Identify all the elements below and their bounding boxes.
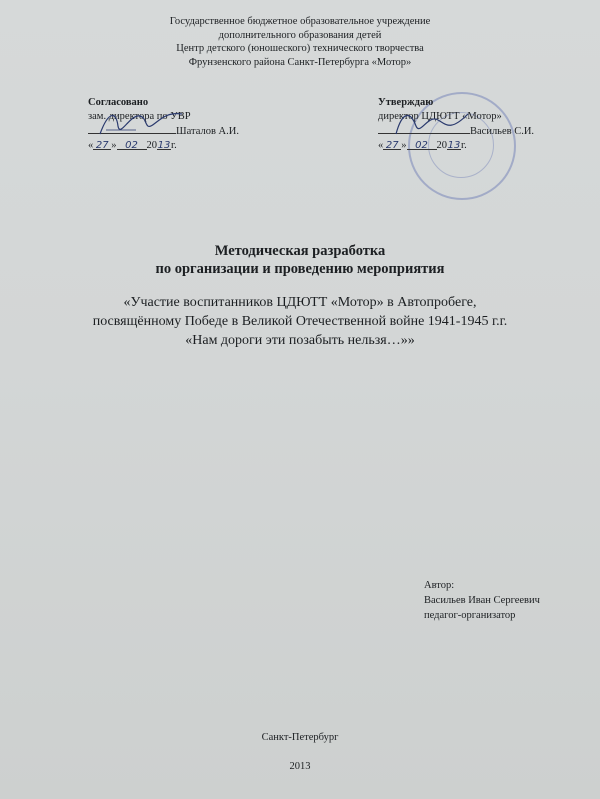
header-line: дополнительного образования детей [218, 29, 382, 41]
date-day: 27 [93, 139, 111, 150]
approval-name: Шаталов А.И. [176, 126, 239, 137]
document-title [0, 243, 600, 278]
approval-heading: Утверждаю [378, 97, 434, 108]
date-year: 13 [447, 139, 461, 151]
date-day: 27 [383, 139, 401, 150]
author-role: педагог-организатор [424, 610, 516, 621]
date-month: 02 [407, 139, 437, 150]
subject-line: «Нам дороги эти позабыть нельзя…»» [185, 333, 415, 348]
date-month: 02 [117, 139, 147, 150]
author-block [424, 578, 540, 623]
subject-line: «Участие воспитанников ЦДЮТТ «Мотор» в Автопробеге, [123, 295, 477, 310]
signature-left-image [96, 104, 186, 140]
title-line: по организации и проведению мероприятия [155, 260, 445, 277]
header-line: Центр детского (юношеского) технического творчества [176, 43, 424, 54]
author-name: Васильев Иван Сергеевич [424, 595, 540, 606]
author-label: Автор: [424, 580, 455, 591]
event-subject [0, 293, 600, 350]
city: Санкт-Петербург [261, 732, 339, 743]
approval-date: « 27 » 02 2013г. [378, 139, 467, 151]
approval-heading: Согласовано [88, 97, 149, 108]
signature-right-image [392, 106, 472, 140]
institution-header [0, 15, 600, 69]
header-line: Фрунзенского района Санкт-Петербурга «Мотор» [188, 56, 412, 68]
approval-position: зам. директора по УВР [88, 110, 191, 122]
approval-date: « 27 » 02 2013г. [88, 139, 177, 151]
approval-position: директор ЦДЮТТ «Мотор» [378, 110, 502, 122]
date-year: 13 [157, 139, 171, 151]
approval-name: Васильев С.И. [470, 126, 535, 137]
header-line: Государственное бюджетное образовательное учреждение [169, 16, 431, 27]
year: 2013 [289, 761, 311, 772]
subject-line: посвящённому Победе в Великой Отечественной войне 1941-1945 г.г. [92, 314, 508, 329]
title-line: Методическая разработка [214, 243, 386, 259]
